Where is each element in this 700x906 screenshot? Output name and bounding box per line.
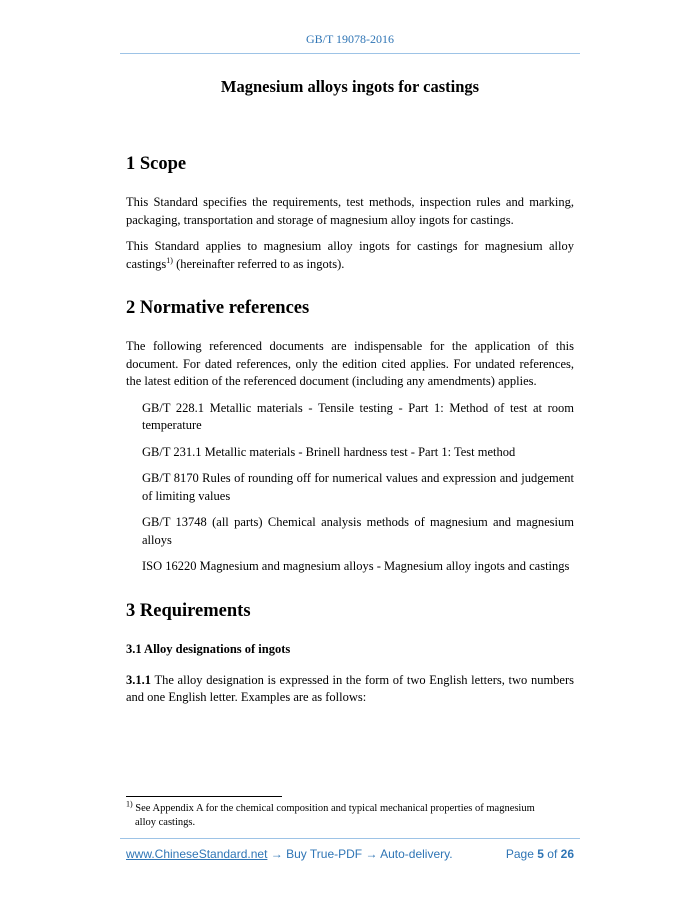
footnote (126, 799, 576, 830)
subsection-heading-alloy-designations: 3.1 Alloy designations of ingots (126, 641, 291, 656)
page-footer (126, 847, 574, 861)
page-label: Page (505, 847, 534, 861)
reference-item: GB/T 8170 Rules of rounding off for numerical values and expression and judgement of limiting values (142, 471, 574, 503)
scope-paragraph-1: This Standard specifies the requirements, test methods, inspection rules and marking, packaging, transportation and storage of magnesium alloy ingots for castings. (126, 195, 574, 227)
document-title: Magnesium alloys ingots for castings (220, 77, 480, 96)
current-page-number: 5 (537, 847, 544, 861)
section-heading-requirements: 3 Requirements (126, 600, 251, 621)
footer-promo-text: → Buy True-PDF → Auto-delivery. (267, 847, 453, 861)
reference-item: GB/T 231.1 Metallic materials - Brinell hardness test - Part 1: Test method (142, 444, 516, 459)
footnote-reference[interactable]: 1) (166, 255, 173, 265)
section-heading-scope: 1 Scope (126, 154, 187, 174)
page-indicator (506, 847, 574, 861)
footer-divider (120, 838, 580, 839)
scope-paragraph-2-text: This Standard applies to magnesium alloy ingots for castings for magnesium alloy castings (126, 239, 574, 271)
clause-text: The alloy designation is expressed in the form of two English letters, two numbers and one English letter. Examples are as follows: (126, 672, 574, 704)
of-label: of (547, 847, 558, 861)
footnote-divider (126, 796, 282, 797)
reference-item: GB/T 13748 (all parts) Chemical analysis methods of magnesium and magnesium alloys (142, 515, 574, 547)
footnote-text: See Appendix A for the chemical composition and typical mechanical properties of magnesium (132, 803, 535, 814)
document-body (126, 76, 574, 716)
reference-item: GB/T 228.1 Metallic materials - Tensile testing - Part 1: Method of test at room temperature (142, 400, 574, 432)
reference-item: ISO 16220 Magnesium and magnesium alloys - Magnesium alloy ingots and castings (142, 559, 570, 573)
clause-3-1-1 (126, 672, 574, 707)
clause-number: 3.1.1 (126, 672, 151, 687)
normative-references-intro: The following referenced documents are indispensable for the application of this document. For dated references, only the edition cited applies. For undated references, the latest edition of the referenced document (including any amendments) applies. (126, 339, 574, 388)
scope-paragraph-2 (126, 238, 574, 273)
section-heading-normative-references: 2 Normative references (126, 298, 310, 318)
scope-paragraph-2-tail: (hereinafter referred to as ingots). (172, 256, 345, 271)
website-link[interactable]: www.ChineseStandard.net (126, 847, 268, 861)
footnote-marker: 1) (126, 799, 133, 809)
total-pages: 26 (560, 847, 574, 861)
footnote-text-continued: alloy castings. (135, 817, 196, 828)
header-divider (120, 53, 580, 54)
running-header: GB/T 19078-2016 (305, 32, 395, 46)
